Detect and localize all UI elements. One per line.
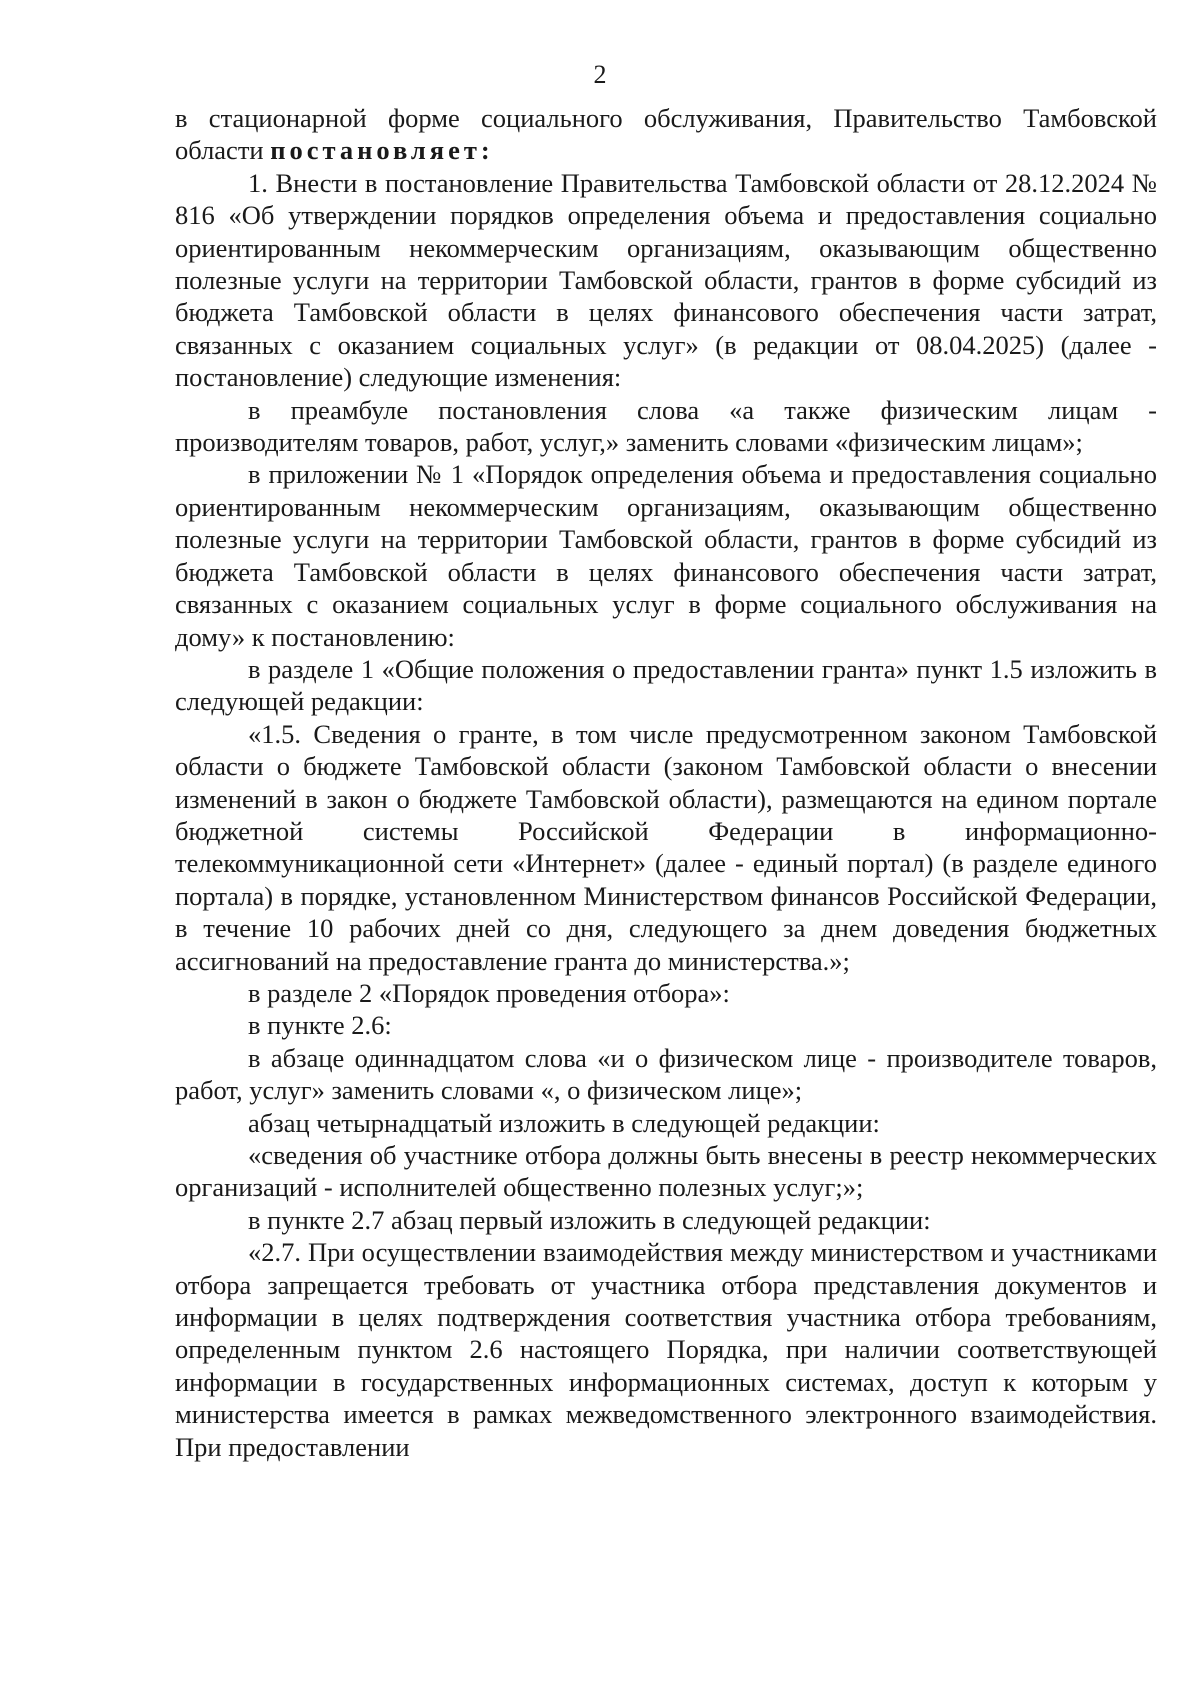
paragraph-registry: «сведения об участнике отбора должны быть внесены в реестр некоммерческих организаций - исполнителей общественно полезных услуг;»; [175,1140,1157,1203]
paragraph-clause-2-6: в пункте 2.6: [248,1010,392,1041]
document-body [175,102,1157,1463]
paragraph-appendix-1: в приложении № 1 «Порядок определения объема и предоставления социально ориентированным некоммерческим организациям, оказывающим общественно полезные услуги на территории Тамбовской области, грантов в форме субсидий из бюджета Тамбовской области в целях финансового обеспечения части затрат, связанных с оказанием социальных услуг в форме социального обслуживания на дому» к постановлению: [175,459,1157,652]
paragraph-clause-2-7-intro: в пункте 2.7 абзац первый изложить в следующей редакции: [248,1204,931,1235]
paragraph-section-2: в разделе 2 «Порядок проведения отбора»: [248,977,730,1008]
paragraph-clause-1-5: «1.5. Сведения о гранте, в том числе предусмотренном законом Тамбовской области о бюджете Тамбовской области (законом Тамбовской области о внесении изменений в закон о бюджете Тамбовской области), размещаются на едином портале бюджетной системы Российской Федерации в информационно-телекоммуникационной сети «Интернет» (далее - единый портал) (в разделе единого портала) в порядке, установленном Министерством финансов Российской Федерации, в течение 10 рабочих дней со дня, следующего за днем доведения бюджетных ассигнований на предоставление гранта до министерства.»; [175,718,1157,976]
paragraph-abzac-14: абзац четырнадцатый изложить в следующей редакции: [248,1107,880,1138]
paragraph-clause-2-7: «2.7. При осуществлении взаимодействия между министерством и участниками отбора запрещается требовать от участника отбора представления документов и информации в целях подтверждения соответствия участника отбора требованиям, определенным пунктом 2.6 настоящего Порядка, при наличии соответствующей информации в государственных информационных системах, доступ к которым у министерства имеется в рамках межведомственного электронного взаимодействия. При предоставлении [175,1237,1157,1462]
intro-paragraph [175,102,1157,167]
page-number: 2 [593,60,607,89]
decree-word: постановляет: [270,135,494,166]
paragraph-section-1: в разделе 1 «Общие положения о предоставлении гранта» пункт 1.5 изложить в следующей редакции: [175,653,1157,717]
paragraph-abzac-11: в абзаце одиннадцатом слова «и о физическом лице - производителе товаров, работ, услуг» заменить словами «, о физическом лице»; [175,1042,1157,1106]
paragraph-preamble-change: в преамбуле постановления слова «а также физическим лицам - производителям товаров, работ, услуг,» заменить словами «физическим лицам»; [175,394,1157,458]
paragraph-item-1: 1. Внести в постановление Правительства Тамбовской области от 28.12.2024 № 816 «Об утверждении порядков определения объема и предоставления социально ориентированным некоммерческим организациям, оказывающим общественно полезные услуги на территории Тамбовской области, грантов в форме субсидий из бюджета Тамбовской области в целях финансового обеспечения части затрат, связанных с оказанием социальных услуг» (в редакции от 08.04.2025) (далее - постановление) следующие изменения: [175,167,1157,393]
intro-text: в стационарной форме социального обслуживания, Правительство Тамбовской области [175,103,1157,166]
